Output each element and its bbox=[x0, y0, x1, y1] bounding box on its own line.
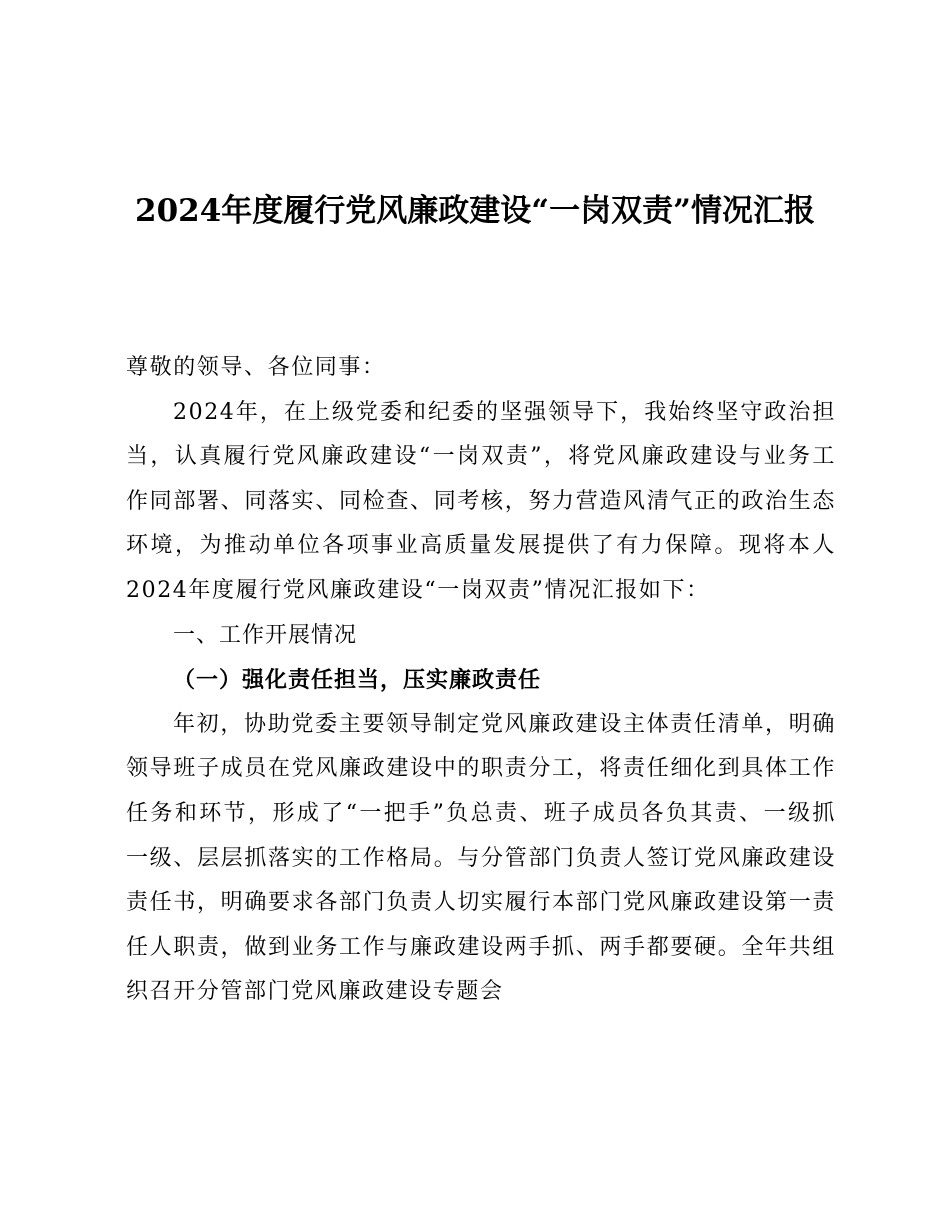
body-paragraph: 年初，协助党委主要领导制定党风廉政建设主体责任清单，明确领导班子成员在党风廉政建设中的职责分工，将责任细化到具体工作任务和环节，形成了“一把手”负总责、班子成员各负其责、一级抓一级、层层抓落实的工作格局。与分管部门负责人签订党风廉政建设责任书，明确要求各部门负责人切实履行本部门党风廉政建设第一责任人职责，做到业务工作与廉政建设两手抓、两手都要硬。全年共组织召开分管部门党风廉政建设专题会 bbox=[126, 711, 836, 1005]
section-heading: 一、工作开展情况 bbox=[173, 622, 358, 648]
document-title: 2024年度履行党风廉政建设“一岗双责”情况汇报 bbox=[135, 193, 815, 229]
salutation: 尊敬的领导、各位同事： bbox=[126, 355, 386, 380]
document-body bbox=[126, 346, 836, 1015]
intro-paragraph: 2024年，在上级党委和纪委的坚强领导下，我始终坚守政治担当，认真履行党风廉政建设“一岗双责”，将党风廉政建设与业务工作同部署、同落实、同检查、同考核，努力营造风清气正的政治生态环境，为推动单位各项事业高质量发展提供了有力保障。现将本人2024年度履行党风廉政建设“一岗双责”情况汇报如下： bbox=[126, 399, 836, 603]
subsection-heading: （一）强化责任担当，压实廉政责任 bbox=[173, 667, 542, 694]
